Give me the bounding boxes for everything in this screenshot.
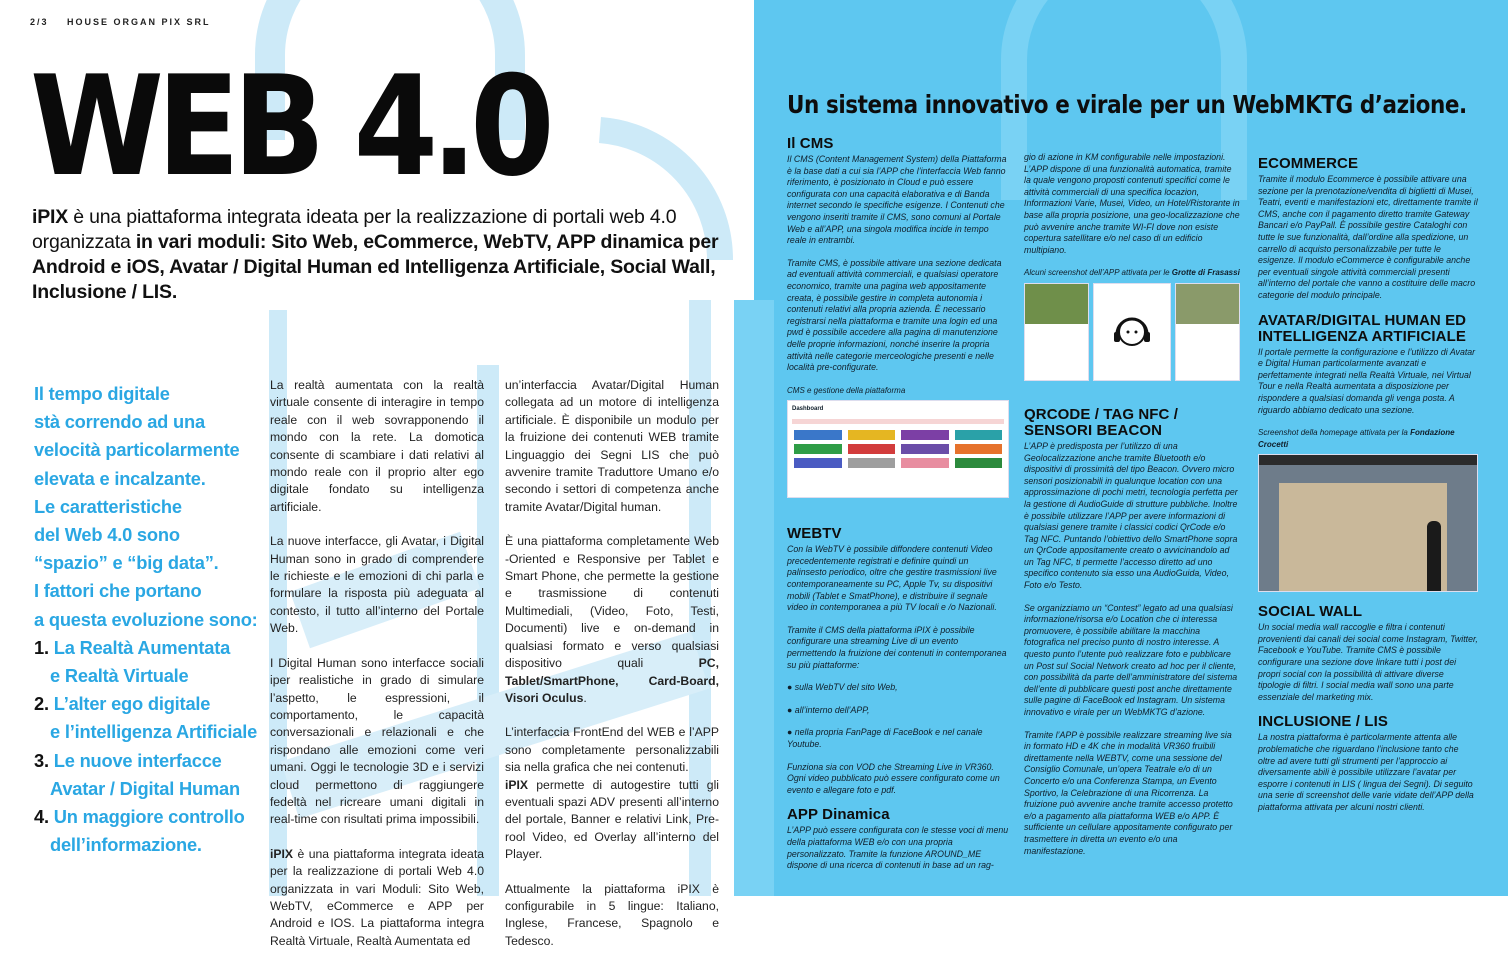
section-heading-qrcode: QRCODE / TAG NFC / SENSORI BEACON: [1024, 405, 1179, 439]
bullet-item: ● sulla WebTV del sito Web,: [787, 682, 898, 693]
section-heading-social: SOCIAL WALL: [1258, 603, 1363, 621]
page-number: 2/3: [30, 17, 49, 27]
section-heading-webtv: WEBTV: [787, 525, 842, 543]
list-item-cont: Avatar / Digital Human: [50, 777, 240, 799]
body-column-3: [505, 377, 719, 967]
right-page: [754, 0, 1508, 896]
cms-dashboard-screenshot: [787, 400, 1009, 498]
highlight-line: stà correndo ad una: [34, 411, 205, 433]
caption-text: Alcuni screenshot dell’APP attivata per le: [1024, 268, 1172, 278]
paragraph: gio di azione in KM configurabile nelle impostazioni. L’APP dispone di una funzionalità automatica, tramite la quale vengono proposti contenuti specifici come le attività commerciali di una specifica locazion, Informazioni Varie, Musei, Video, un Hotel/Ristorante in base alla propria posizione, una geo-localizzazione che può avvenire anche tramite WI-FI dove non esiste copertura satellitare e/o nel caso di un edificio multipiano.: [1024, 152, 1240, 255]
paragraph: L’APP è predisposta per l’utilizzo di una Geolocalizzazione anche tramite Bluetooth e/o dispositivi di prossimità del tipo Beacon. Ovvero micro sensori posizionabili in qualunque location con una approssimazione di pochi metri, tecnologia perfetta per la gestione di AudioGuide di strutture pubbliche. Inoltre è possibile utilizzare l’APP per avere informazioni di qualsiasi genere tramite i classici codici QrCode e/o Tag NFC. Puntando l’obiettivo dello SmartPhone sopra un QrCode appositamente creato o avvicinandolo ad un Tag NFC, ti permette l’accesso diretto ad uno specifico contenuto sia esso una AudioGuida, Video, Foto e/o Testo.: [1024, 440, 1238, 591]
intro-paragraph: [32, 205, 722, 305]
paragraph: Tramite CMS, è possibile attivare una sezione dedicata ad eventuali attività commerciali, e qualsiasi operatore economico, tramite una pagina web appositamente creata, è possibile gestire in completa autonomia i contenuti relativi alla propria azienda. È necessario registrarsi nella piattaforma e tramite una login ed una pwd è possibile accedere alla pagina di manutenzione delle proprie informazioni, nonché inserire la propria attività nelle categorie merceologiche presenti e nelle località pre-configurate.: [787, 257, 1002, 373]
digital-human-figure: [1427, 521, 1441, 591]
page-header: [30, 17, 225, 27]
list-item: [34, 690, 264, 718]
list-text: Le nuove interfacce: [53, 749, 222, 771]
paragraph: [270, 846, 484, 950]
list-item-cont: e l’intelligenza Artificiale: [50, 721, 258, 743]
devices-bold: PC, Tablet/SmartPhone, Card-Board, Visori Oculus: [505, 656, 719, 705]
tile: [848, 444, 896, 454]
right-column-1: [787, 136, 1009, 896]
tile: [901, 458, 949, 468]
paragraph-text: È una piattaforma completamente Web -Oriented e Responsive per Tablet e Smart Phone, che permette la gestione e trasmissione di contenuti Multimediali, (Video, Foto, Testi, Documenti) live e on-demand in qualsiasi formato e verso qualsiasi dispositivo quali: [505, 534, 719, 671]
highlight-line: “spazio” e “big data”.: [34, 552, 219, 574]
highlight-line: Le caratteristiche: [34, 495, 182, 517]
list-number: 4.: [34, 806, 49, 828]
homepage-screenshot: [1258, 454, 1478, 592]
right-column-2: [1024, 152, 1240, 896]
bullet-item: ● all’interno dell’APP,: [787, 704, 870, 715]
paragraph-text: permette di autogestire tutti gli eventuali spazi ADV presenti all’interno del portale, Banner e relativi Link, Pre-rool Video, ed Overlay all’interno del Player.: [505, 777, 719, 862]
company-name: HOUSE ORGAN PIX SRL: [67, 17, 211, 27]
brand-name: iPIX: [505, 777, 529, 792]
paragraph: Tramite il modulo Ecommerce è possibile attivare una sezione per la prenotazione/vendita di biglietti di Musei, Teatri, eventi e manifestazioni etc, direttamente tramite il CMS, anche con il pagamento diretto tramite Gateway Bancari e/o PayPall. È possibile gestire Cataloghi con tutte le sue funzionalità, dall’ordine alla spedizione, un carrello di acquisto personalizzabile per tutte le esigenze. Il modulo eCommerce è configurabile anche per eventuali singole attività commerciali presenti all’interno del portale che vanno a costituire delle macro categorie del modulo principale.: [1258, 174, 1478, 300]
list-text: Un maggiore controllo: [53, 806, 245, 828]
tile: [955, 458, 1003, 468]
brand-name: iPIX: [32, 206, 69, 228]
tile: [794, 458, 842, 468]
section-heading-avatar: AVATAR/DIGITAL HUMAN ED INTELLIGENZA ARTIFICIALE: [1258, 311, 1467, 345]
paragraph-text: L’interfaccia FrontEnd del WEB e l’APP sono completamente personalizzabili sia nella grafica che nei contenuti.: [505, 725, 719, 775]
app-screenshots: [1024, 283, 1240, 381]
avatar-headphones-icon: [1110, 310, 1154, 354]
body-column-2: [270, 377, 484, 967]
list-item-cont: dell’informazione.: [50, 834, 202, 856]
right-page-title: Un sistema innovativo e virale per un WebMKTG d’azione.: [787, 90, 1467, 119]
paragraph-text: .: [583, 690, 587, 705]
caption-text: Screenshot della homepage attivata per la: [1258, 428, 1411, 438]
paragraph: Un social media wall raccoglie e filtra i contenuti provenienti dai canali dei social come Instagram, Twitter, Facebook e YouTube. Tramite CMS è possibile configurare una sezione dove linkare tutti i post dei propri social con la possibilità di attivare diverse tipologie di filtri. I social media wall sono una parte essenziale del marketing mix.: [1258, 622, 1478, 702]
highlight-column: [34, 380, 264, 859]
list-item: [34, 747, 264, 775]
list-number: 1.: [34, 636, 49, 658]
app-screenshot: [1175, 283, 1240, 381]
landscape-image: [1025, 284, 1088, 324]
highlight-line: del Web 4.0 sono: [34, 524, 180, 546]
left-page: [0, 0, 754, 948]
bullet-text: sulla WebTV del sito Web,: [794, 682, 898, 693]
paragraph: Se organizziamo un “Contest” legato ad una qualsiasi informazione/risorsa e/o Location che ci interessa promuovere, è possibile abilitare la macchina fotografica nel preciso punto di nostro interesse. A questo punto l’utente può realizzare foto e pubblicare un Post sul Social Network creato ad hoc per il cliente, con possibilità da parte dell’amministratore del sistema dell’ente di pubblicare questi post anche direttamente sulle pagine di FaceBook ed Instagram. Un sistema innovativo e virale per un WebMKTG d’azione.: [1024, 602, 1238, 717]
paragraph: I Digital Human sono interfacce sociali iper realistiche in grado di simulare l’aspetto, le espressioni, il comportamento, le capacità conversazionali e relazionali e che rispondano alle emozioni come veri umani. Oggi le tecnologie 3D e i servizi cloud permettono di raggiungere fedeltà nel ricreare umani digitali in real-time con risultati prima impossibili.: [270, 655, 484, 827]
list-item: [34, 803, 264, 831]
section-heading-cms: Il CMS: [787, 135, 834, 152]
site-navbar: [1259, 455, 1477, 465]
highlight-line: Il tempo digitale: [34, 383, 170, 404]
section-heading-app: APP Dinamica: [787, 806, 890, 824]
highlight-line: a questa evoluzione sono:: [34, 608, 258, 630]
paragraph: La nostra piattaforma è particolarmente attenta alle problematiche che riguardano l’inclusione tanto che oltre ad avere tutti gli strumenti per l’approccio ai diversamente abili è possibile utilizzare l’avatar per esporre i contenuti in LIS ( lingua dei Segni). Di seguito una serie di screenshot delle varie vidate dell’APP della piattaforma attivata per alcuni nostri clienti.: [1258, 732, 1474, 812]
dashboard-label: Dashboard: [792, 406, 824, 413]
image-caption: CMS e gestione della piattaforma: [787, 385, 906, 395]
highlight-line: I fattori che portano: [34, 580, 202, 602]
paragraph: Con la WebTV è possibile diffondere contenuti Video precedentemente registrati e definire quindi un palinsesto periodico, oltre che gestire trasmissioni live contemporaneamente su PC, Apple Tv, su dispositivi mobili (Tablet e SmatPhone), e distribuire il segnale video in contemporanea a più TV locali e /o Nazionali.: [787, 544, 997, 613]
paragraph: [505, 533, 719, 707]
paragraph: Tramite l’APP è possibile realizzare streaming live sia in formato HD e 4K che in modalità VR360 fruibili direttamente nella WEBTV, come una sessione del Consiglio Comunale, un’opera Teatrale e/o di un Concerto e/o una Conferenza Stampa, un Evento Sportivo, la Celebrazione di una Ricorrenza. La fruizione può avvenire anche tramite accesso protetto e/o a pagamento alla piattaforma WEB e/o APP. È sufficiente un cellulare appositamente configurato per trasmettere in diretta un evento e/o una manifestazione.: [1024, 729, 1233, 856]
bullet-item: ● nella propria FanPage di FaceBook e nel canale Youtube.: [787, 727, 983, 749]
paragraph: Il CMS (Content Management System) della Piattaforma è la base dati a cui sia l’APP che l’interfaccia Web fanno riferimento, è posizionato in Cloud e può essere configurata con una capacità elaborativa e di Banda internet secondo le specifiche esigenze. I Contenuti che vengono inseriti tramite il CMS, sono comuni al Portale Web e all’APP, una singola modifica incide in tempo reale in entrambi.: [787, 154, 1007, 246]
dashboard-tiles: [788, 424, 1008, 474]
paragraph-text: è una piattaforma integrata ideata per la realizzazione di portali Web 4.0 organizzata in vari Moduli: Sito Web, WebTV, eCommerce e APP per Android e IOS. La piattaforma integra Realtà Virtuale, Realtà Aumentata ed: [270, 846, 484, 948]
app-screenshot: [1093, 283, 1171, 381]
list-text: L’alter ego digitale: [53, 693, 211, 715]
paragraph: La realtà aumentata con la realtà virtuale consente di interagire in tempo reale con il web sovrapponendo il mondo con la rete. La domotica consente di scambiare i dati relativi al mondo reale con il proprio alter ego digitale fondato su intelligenza artificiale.: [270, 378, 484, 514]
section-heading-inclusion: INCLUSIONE / LIS: [1258, 713, 1388, 731]
paragraph: un’interfaccia Avatar/Digital Human collegata ad un motore di intelligenza artificiale. È disponibile un modulo per la fruizione dei contenuti WEB tramite Linguaggio dei Segni LIS che può avvenire tramite Traduttore Umano e/o secondo i settori di competenza anche tramite Avatar/Digital human.: [505, 378, 719, 514]
tile: [848, 458, 896, 468]
paragraph: Funziona sia con VOD che Streaming Live in VR360. Ogni video pubblicato può essere configurato come un evento e allegare foto e pdf.: [787, 761, 1000, 795]
paragraph: Il portale permette la configurazione e l’utilizzo di Avatar e Digital Human particolarmente avanzati e perfettamente integrati nella Realtà Virtuale, nei Virtual Tour e nella Realtà aumentata a disposizione per rispondere a qualsiasi domanda gli venga posta. A riguardo abbiamo dedicato una sezione.: [1258, 346, 1476, 415]
tile: [848, 430, 896, 440]
caption-bold: Grotte di Frasassi: [1171, 268, 1240, 278]
list-item: [34, 634, 264, 662]
paragraph: Attualmente la piattaforma iPIX è configurabile in 5 lingue: Italiano, Inglese, Francese, Spagnolo e Tedesco.: [505, 881, 719, 948]
highlight-line: elevata e incalzante.: [34, 467, 206, 489]
caption-bold: Fondazione Crocetti: [1258, 428, 1455, 449]
section-heading-ecommerce: ECOMMERCE: [1258, 155, 1359, 172]
tile: [955, 444, 1003, 454]
bullet-text: nella propria FanPage di FaceBook e nel canale Youtube.: [787, 727, 983, 749]
tile: [901, 444, 949, 454]
building-image: [1279, 483, 1447, 591]
landscape-image: [1176, 284, 1239, 324]
highlight-line: velocità particolarmente: [34, 439, 240, 461]
list-number: 3.: [34, 749, 49, 771]
tile: [955, 430, 1003, 440]
brand-name: iPIX: [270, 846, 294, 861]
app-screenshot: [1024, 283, 1089, 381]
intro-bold-text: in vari moduli: Sito Web, eCommerce, WebTV, APP dinamica per Android e iOS, Avatar / Digital Human ed Intelligenza Artificiale, Social Wall, Inclusione / LIS.: [32, 231, 719, 303]
bullet-text: all’interno dell’APP,: [794, 704, 870, 715]
intro-text: è una piattaforma integrata ideata per la realizzazione di portali web 4.0 organizzata: [32, 206, 677, 253]
paragraph: [505, 724, 719, 863]
paragraph: Tramite il CMS della piattaforma iPIX è possibile configurare una streaming Live di un evento permettendo la fruizione dei contenuti in contemporanea su più piattaforme:: [787, 624, 1007, 670]
list-number: 2.: [34, 693, 49, 715]
image-caption: [1258, 427, 1478, 450]
tile: [794, 444, 842, 454]
list-text: La Realtà Aumentata: [53, 636, 231, 658]
paragraph: La nuove interfacce, gli Avatar, i Digital Human sono in grado di comprendere le richieste e le emozioni di chi parla e formulare la risposta più adeguata al contesto, il tutto all’interno del Portale Web.: [270, 534, 484, 636]
list-item-cont: e Realtà Virtuale: [50, 665, 189, 687]
paragraph: L’APP può essere configurata con le stesse voci di menu della piattaforma WEB e/o con una propria personalizzato. Tramite la funzione AROUND_ME dispone di una ricerca di contenuti in base ad un rag-: [787, 825, 1009, 871]
tile: [901, 430, 949, 440]
page-title: WEB 4.0: [30, 46, 548, 207]
right-column-3: [1258, 156, 1478, 896]
image-caption: [1024, 267, 1240, 279]
tile: [794, 430, 842, 440]
